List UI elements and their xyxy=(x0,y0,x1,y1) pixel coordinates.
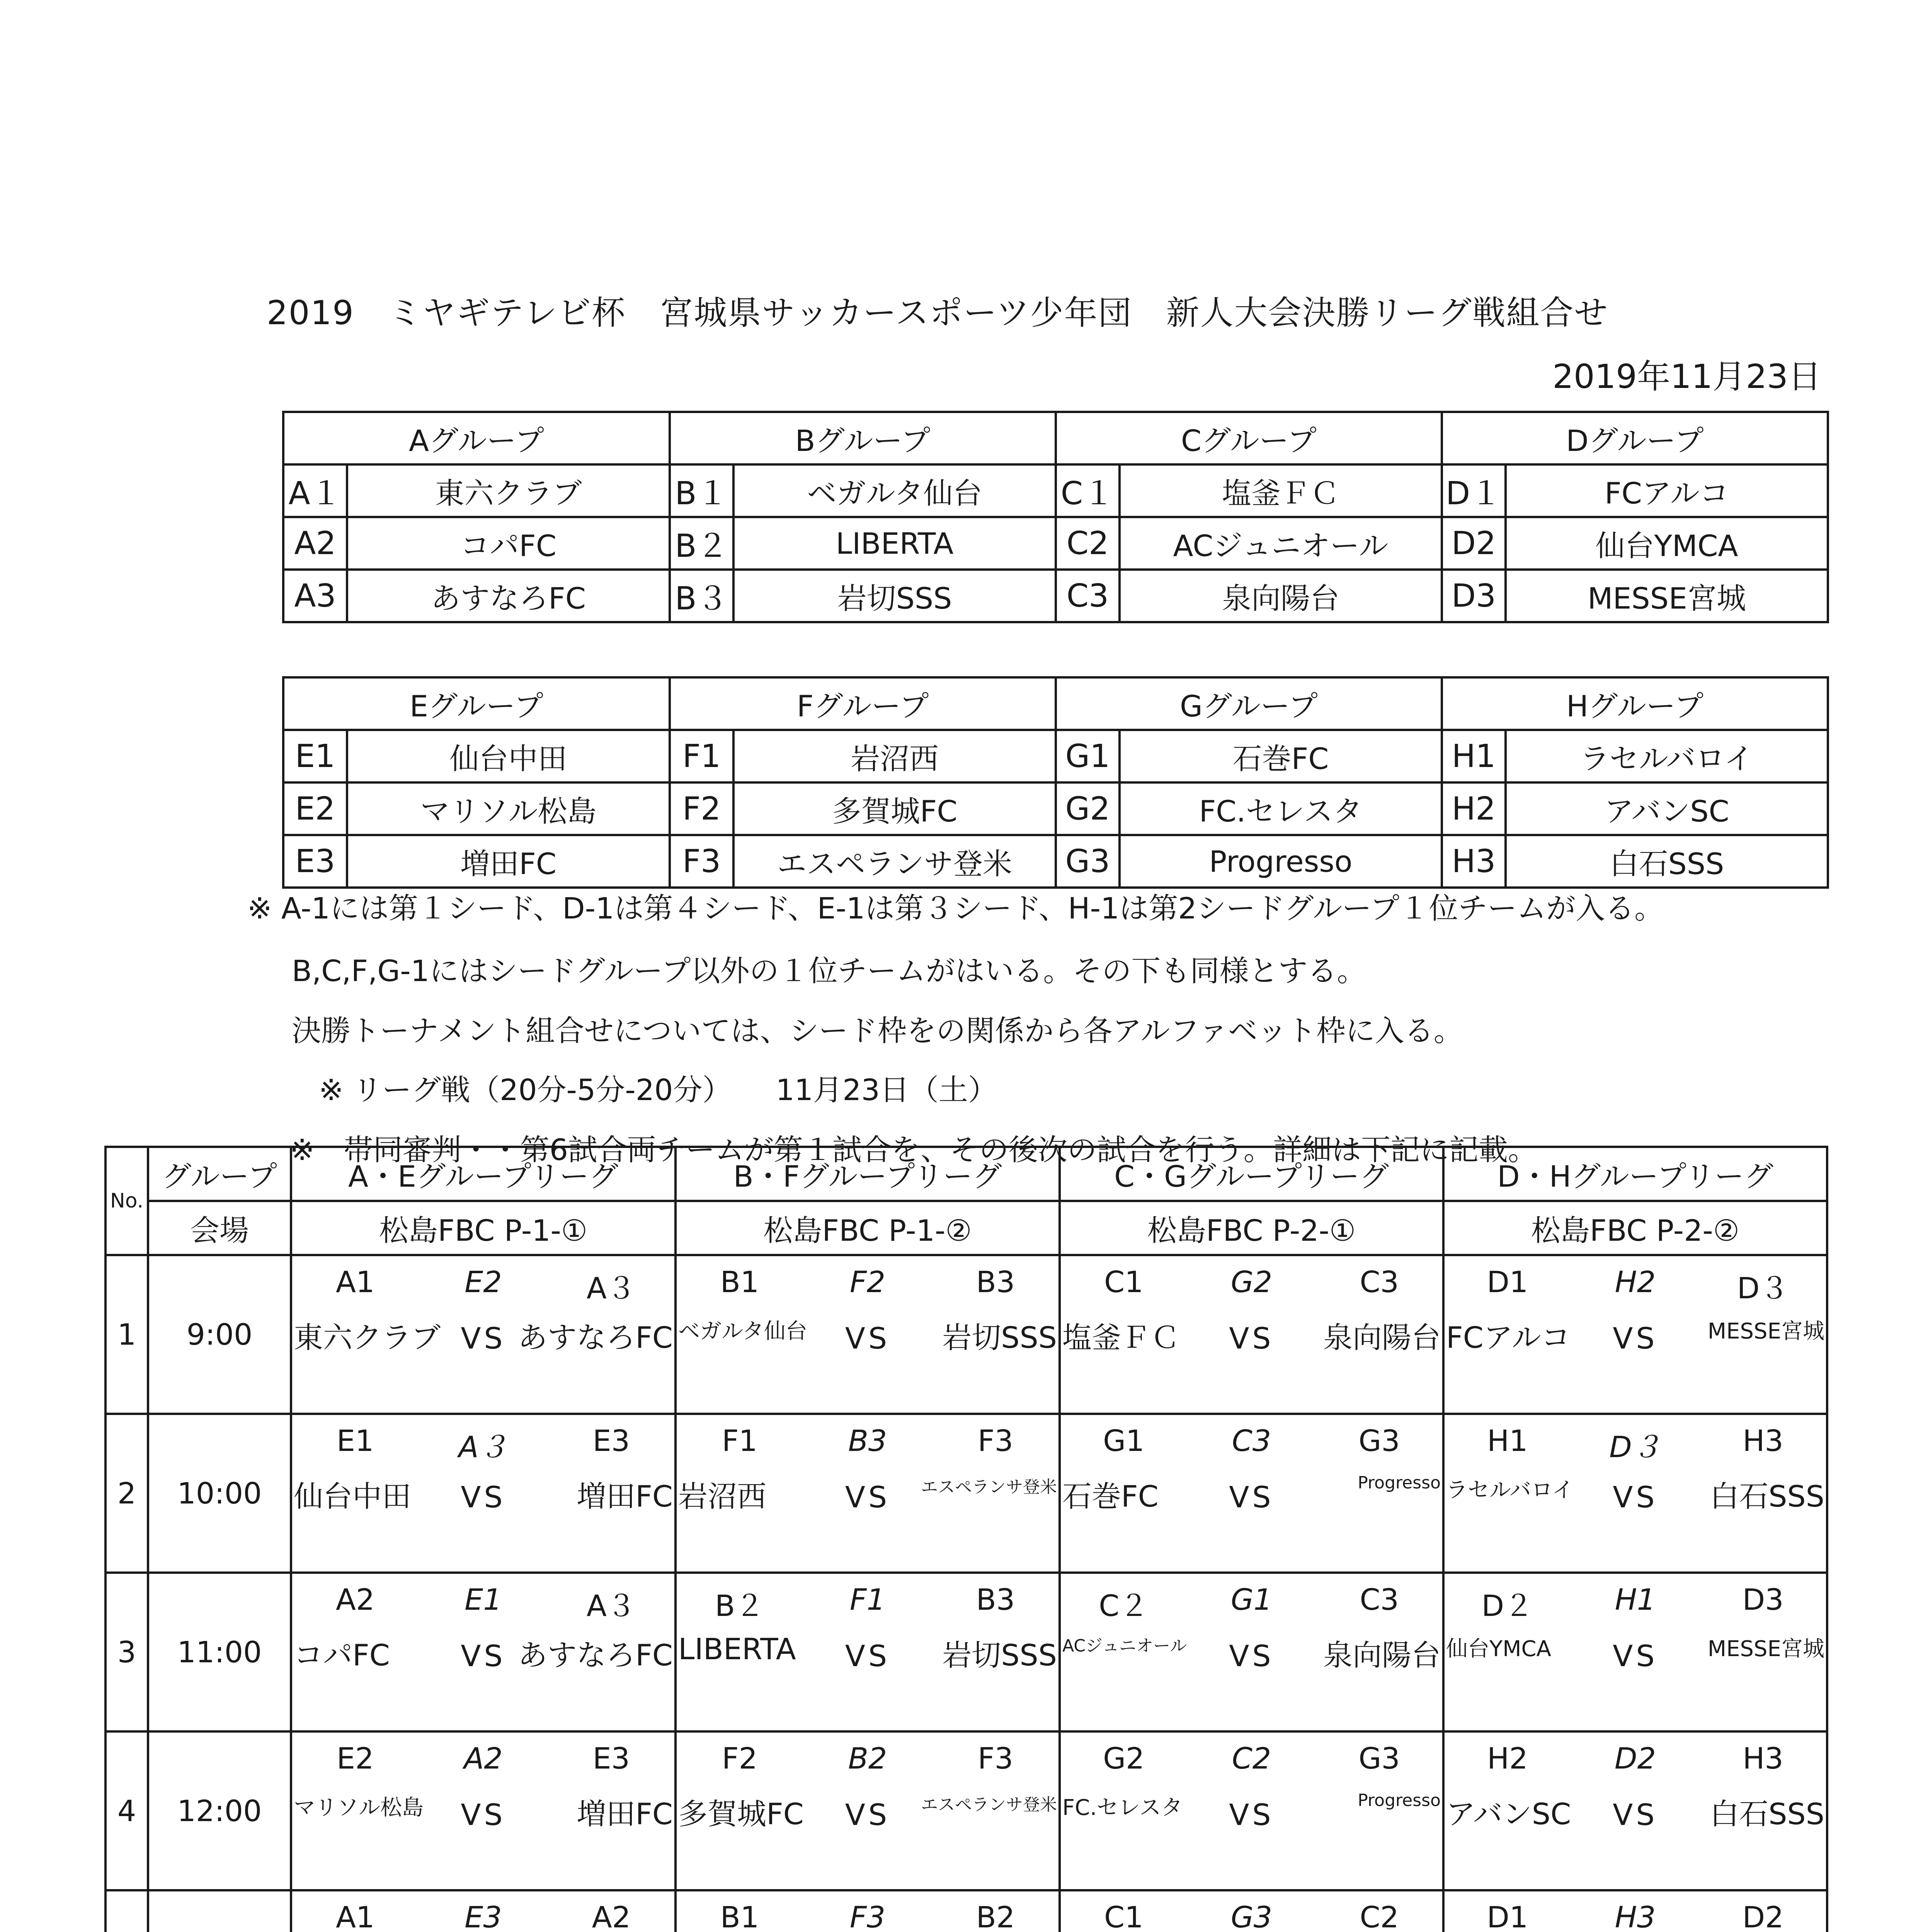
team-slot: B２ xyxy=(670,517,733,570)
team-slot: F3 xyxy=(670,835,733,888)
match-number: 3 xyxy=(105,1573,148,1731)
home-team: 東六クラブ xyxy=(294,1320,441,1355)
away-slot: H3 xyxy=(1742,1423,1783,1458)
home-slot: F2 xyxy=(721,1741,758,1776)
referee-slot: E2 xyxy=(465,1265,502,1299)
home-team: ベガルタ仙台 xyxy=(678,1319,807,1344)
home-slot: G1 xyxy=(1103,1423,1145,1458)
team-name: Progresso xyxy=(1120,835,1442,888)
match-row xyxy=(105,1255,1827,1414)
team-name: 塩釜ＦＣ xyxy=(1120,464,1442,517)
group-header: Hグループ xyxy=(1442,677,1828,730)
match-cell xyxy=(1060,1890,1443,1932)
vs-label: VS xyxy=(845,1321,890,1355)
away-team: 増田FC xyxy=(577,1797,673,1831)
home-slot: A2 xyxy=(336,1582,375,1617)
venue-p1-1: 松島FBC P-1-① xyxy=(291,1201,676,1255)
referee-slot: E1 xyxy=(465,1582,502,1617)
group-row xyxy=(283,835,1828,888)
away-team: あすなろFC xyxy=(518,1638,673,1672)
away-slot: E3 xyxy=(592,1423,630,1458)
note-seeding: ※ A-1には第１シード、D-1は第４シード、E-1は第３シード、H-1は第2シードグループ１位チームが入る。 xyxy=(247,891,1664,925)
home-team: 多賀城FC xyxy=(678,1797,804,1831)
team-name: 石巻FC xyxy=(1120,730,1442,782)
home-slot: F1 xyxy=(721,1423,758,1458)
away-team: エスペランサ登米 xyxy=(921,1477,1057,1497)
group-header: Aグループ xyxy=(283,412,670,464)
home-team: ラセルバロイ xyxy=(1446,1478,1574,1503)
match-cell xyxy=(676,1573,1060,1731)
match-cell xyxy=(291,1890,676,1932)
team-slot: H2 xyxy=(1442,782,1506,835)
match-cell xyxy=(1443,1573,1827,1731)
match-cell xyxy=(1443,1890,1827,1932)
team-name: ACジュニオール xyxy=(1120,517,1442,570)
match-cell xyxy=(1060,1573,1443,1731)
group-header: Dグループ xyxy=(1442,412,1828,464)
home-slot: D２ xyxy=(1481,1588,1534,1623)
match-number: 4 xyxy=(105,1731,148,1890)
vs-label: VS xyxy=(845,1480,890,1514)
away-team: 岩切SSS xyxy=(942,1638,1057,1672)
away-slot: H3 xyxy=(1742,1741,1783,1776)
team-name: 泉向陽台 xyxy=(1120,570,1442,622)
match-cell xyxy=(676,1414,1060,1573)
away-slot: F3 xyxy=(977,1423,1014,1458)
match-row xyxy=(105,1890,1827,1932)
referee-slot: G3 xyxy=(1230,1900,1273,1932)
team-name: 白石SSS xyxy=(1506,835,1828,888)
match-cell xyxy=(1443,1414,1827,1573)
home-slot: B1 xyxy=(720,1900,759,1932)
home-slot: B1 xyxy=(720,1265,759,1299)
group-header: Eグループ xyxy=(283,677,670,730)
team-slot: E1 xyxy=(283,730,347,782)
group-row xyxy=(283,464,1828,517)
team-slot: B３ xyxy=(670,570,733,622)
referee-slot: F2 xyxy=(849,1265,886,1299)
home-team: マリソル松島 xyxy=(294,1795,424,1820)
team-name: あすなろFC xyxy=(347,570,670,622)
away-team: あすなろFC xyxy=(518,1320,673,1355)
note-tournament: 決勝トーナメント組合せについては、シード枠をの関係から各アルファベット枠に入る。 xyxy=(292,1014,1463,1048)
match-time: 12:00 xyxy=(148,1731,291,1890)
away-team: MESSE宮城 xyxy=(1707,1319,1824,1344)
home-slot: A1 xyxy=(336,1900,375,1932)
home-team: LIBERTA xyxy=(678,1632,796,1666)
home-slot: C２ xyxy=(1099,1588,1149,1623)
home-team: 石巻FC xyxy=(1062,1479,1159,1514)
referee-slot: B2 xyxy=(848,1741,887,1776)
home-team: 仙台YMCA xyxy=(1446,1636,1551,1662)
header-league-cg: C・Gグループリーグ xyxy=(1060,1147,1443,1201)
group-table-a-d xyxy=(282,411,1829,623)
venue-p1-2: 松島FBC P-1-② xyxy=(676,1201,1060,1255)
team-slot: C2 xyxy=(1056,517,1120,570)
away-slot: F3 xyxy=(977,1741,1014,1776)
note-referee-duty: ※ 帯同審判・・第6試合両チームが第１試合を、その後次の試合を行う。詳細は下記に記載。 xyxy=(290,1133,1538,1167)
team-slot: F2 xyxy=(670,782,733,835)
home-slot: C1 xyxy=(1104,1265,1143,1299)
team-slot: F1 xyxy=(670,730,733,782)
referee-slot: D３ xyxy=(1609,1430,1661,1464)
away-team: 泉向陽台 xyxy=(1323,1638,1441,1672)
vs-label: VS xyxy=(1229,1321,1274,1355)
away-slot: D３ xyxy=(1737,1271,1789,1305)
note-league-time: ※ リーグ戦（20分-5分-20分） 11月23日（土） xyxy=(319,1073,997,1107)
match-cell xyxy=(1443,1255,1827,1414)
header-league-bf: B・Fグループリーグ xyxy=(676,1147,1060,1201)
match-cell xyxy=(1060,1255,1443,1414)
header-league-dh: D・Hグループリーグ xyxy=(1443,1147,1827,1201)
referee-slot: H3 xyxy=(1615,1900,1656,1932)
match-row xyxy=(105,1731,1827,1890)
away-slot: A３ xyxy=(586,1271,636,1305)
match-cell xyxy=(1060,1731,1443,1890)
team-slot: D3 xyxy=(1442,570,1506,622)
team-slot: C3 xyxy=(1056,570,1120,622)
away-team: 白石SSS xyxy=(1710,1479,1824,1514)
home-team: アバンSC xyxy=(1446,1797,1571,1831)
team-slot: C１ xyxy=(1056,464,1120,517)
match-time xyxy=(148,1890,291,1932)
vs-label: VS xyxy=(1229,1798,1274,1832)
team-slot: E3 xyxy=(283,835,347,888)
venue-p2-1: 松島FBC P-2-① xyxy=(1060,1201,1443,1255)
group-row xyxy=(283,570,1828,622)
away-team: 岩切SSS xyxy=(942,1320,1057,1355)
team-name: MESSE宮城 xyxy=(1506,570,1828,622)
home-slot: H2 xyxy=(1487,1741,1528,1776)
header-no: No. xyxy=(105,1147,148,1255)
away-team: Progresso xyxy=(1358,1791,1441,1810)
home-slot: E1 xyxy=(336,1423,374,1458)
team-slot: G2 xyxy=(1056,782,1120,835)
away-slot: B2 xyxy=(976,1900,1015,1932)
group-row xyxy=(283,782,1828,835)
team-name: LIBERTA xyxy=(733,517,1056,570)
referee-slot: B3 xyxy=(848,1423,887,1458)
match-cell xyxy=(1060,1414,1443,1573)
schedule-table xyxy=(104,1146,1828,1932)
header-league-ae: A・Eグループリーグ xyxy=(291,1147,676,1201)
match-row xyxy=(105,1573,1827,1731)
team-slot: G1 xyxy=(1056,730,1120,782)
document-date: 2019年11月23日 xyxy=(1552,357,1821,396)
team-slot: A2 xyxy=(283,517,347,570)
match-cell xyxy=(676,1255,1060,1414)
away-slot: B3 xyxy=(976,1582,1015,1617)
referee-slot: F3 xyxy=(849,1900,886,1932)
match-number: 2 xyxy=(105,1414,148,1573)
away-slot: E3 xyxy=(592,1741,630,1776)
header-venue: 会場 xyxy=(148,1201,291,1255)
referee-slot: A2 xyxy=(464,1741,503,1776)
away-slot: D3 xyxy=(1742,1582,1784,1617)
vs-label: VS xyxy=(461,1798,506,1832)
match-cell xyxy=(291,1255,676,1414)
team-name: ラセルバロイ xyxy=(1506,730,1828,782)
match-cell xyxy=(291,1731,676,1890)
away-slot: A３ xyxy=(586,1588,636,1623)
away-team: 白石SSS xyxy=(1710,1797,1824,1831)
match-time: 9:00 xyxy=(148,1255,291,1414)
team-name: 多賀城FC xyxy=(733,782,1056,835)
referee-slot: C2 xyxy=(1232,1741,1271,1776)
home-team: 仙台中田 xyxy=(294,1479,411,1514)
team-name: FC.セレスタ xyxy=(1120,782,1442,835)
vs-label: VS xyxy=(461,1639,506,1673)
group-header: Cグループ xyxy=(1056,412,1442,464)
away-slot: A2 xyxy=(592,1900,631,1932)
home-team: 塩釜ＦＣ xyxy=(1062,1320,1180,1355)
away-slot: G3 xyxy=(1358,1741,1400,1776)
home-slot: A1 xyxy=(336,1265,375,1299)
match-cell xyxy=(676,1731,1060,1890)
note-other-winners: B,C,F,G-1にはシードグループ以外の１位チームがはいる。その下も同様とする。 xyxy=(292,954,1366,988)
page-title: 2019 ミヤギテレビ杯 宮城県サッカースポーツ少年団 新人大会決勝リーグ戦組合せ xyxy=(267,294,1608,332)
group-row xyxy=(283,730,1828,782)
team-slot: A１ xyxy=(283,464,347,517)
team-name: マリソル松島 xyxy=(347,782,670,835)
home-team: FCアルコ xyxy=(1446,1320,1571,1355)
team-name: 岩沼西 xyxy=(733,730,1056,782)
match-time: 10:00 xyxy=(148,1414,291,1573)
team-name: FCアルコ xyxy=(1506,464,1828,517)
group-row xyxy=(283,517,1828,570)
referee-slot: D2 xyxy=(1615,1741,1656,1776)
header-group: グループ xyxy=(148,1147,291,1201)
away-team: エスペランサ登米 xyxy=(921,1795,1057,1815)
vs-label: VS xyxy=(1613,1321,1658,1355)
team-slot: A3 xyxy=(283,570,347,622)
vs-label: VS xyxy=(1613,1480,1658,1514)
match-cell xyxy=(1443,1731,1827,1890)
match-cell xyxy=(291,1573,676,1731)
vs-label: VS xyxy=(1229,1639,1274,1673)
away-slot: D2 xyxy=(1742,1900,1784,1932)
team-slot: D2 xyxy=(1442,517,1506,570)
referee-slot: A３ xyxy=(458,1430,508,1464)
team-slot: H1 xyxy=(1442,730,1506,782)
match-cell xyxy=(291,1414,676,1573)
referee-slot: E3 xyxy=(465,1900,502,1932)
referee-slot: H2 xyxy=(1615,1265,1656,1299)
match-cell xyxy=(676,1890,1060,1932)
referee-slot: F1 xyxy=(849,1582,886,1617)
home-slot: G2 xyxy=(1103,1741,1145,1776)
team-slot: E2 xyxy=(283,782,347,835)
referee-slot: H1 xyxy=(1615,1582,1656,1617)
referee-slot: G1 xyxy=(1230,1582,1273,1617)
away-team: Progresso xyxy=(1358,1473,1441,1493)
vs-label: VS xyxy=(461,1480,506,1514)
team-slot: H3 xyxy=(1442,835,1506,888)
vs-label: VS xyxy=(1613,1639,1658,1673)
home-team: 岩沼西 xyxy=(678,1479,766,1514)
away-slot: G3 xyxy=(1358,1423,1400,1458)
team-name: 岩切SSS xyxy=(733,570,1056,622)
group-header: Gグループ xyxy=(1056,677,1442,730)
away-slot: B3 xyxy=(976,1265,1015,1299)
team-slot: B１ xyxy=(670,464,733,517)
referee-slot: C3 xyxy=(1232,1423,1271,1458)
home-slot: D1 xyxy=(1487,1900,1528,1932)
match-number: 1 xyxy=(105,1255,148,1414)
vs-label: VS xyxy=(1229,1480,1274,1514)
team-slot: D１ xyxy=(1442,464,1506,517)
referee-slot: G2 xyxy=(1230,1265,1273,1299)
team-name: エスペランサ登米 xyxy=(733,835,1056,888)
group-header: Bグループ xyxy=(670,412,1056,464)
vs-label: VS xyxy=(1613,1798,1658,1832)
vs-label: VS xyxy=(845,1639,890,1673)
match-time: 11:00 xyxy=(148,1573,291,1731)
vs-label: VS xyxy=(845,1798,890,1832)
match-number xyxy=(105,1890,148,1932)
away-team: 増田FC xyxy=(577,1479,673,1514)
vs-label: VS xyxy=(461,1321,506,1355)
home-slot: C1 xyxy=(1104,1900,1143,1932)
home-slot: D1 xyxy=(1487,1265,1528,1299)
home-team: FC.セレスタ xyxy=(1062,1795,1183,1820)
team-name: ベガルタ仙台 xyxy=(733,464,1056,517)
match-row xyxy=(105,1414,1827,1573)
away-team: 泉向陽台 xyxy=(1323,1320,1441,1355)
away-slot: C3 xyxy=(1360,1582,1399,1617)
team-name: アバンSC xyxy=(1506,782,1828,835)
away-slot: C3 xyxy=(1360,1265,1399,1299)
home-slot: B２ xyxy=(715,1588,765,1623)
team-name: 仙台中田 xyxy=(347,730,670,782)
away-slot: C2 xyxy=(1360,1900,1399,1932)
team-name: 仙台YMCA xyxy=(1506,517,1828,570)
away-team: MESSE宮城 xyxy=(1707,1636,1824,1662)
venue-p2-2: 松島FBC P-2-② xyxy=(1443,1201,1827,1255)
group-header: Fグループ xyxy=(670,677,1056,730)
home-team: ACジュニオール xyxy=(1062,1636,1187,1656)
team-name: 東六クラブ xyxy=(347,464,670,517)
team-name: 増田FC xyxy=(347,835,670,888)
home-team: コパFC xyxy=(294,1638,390,1672)
team-name: コパFC xyxy=(347,517,670,570)
home-slot: H1 xyxy=(1487,1423,1528,1458)
home-slot: E2 xyxy=(336,1741,374,1776)
team-slot: G3 xyxy=(1056,835,1120,888)
group-table-e-h xyxy=(282,676,1829,889)
